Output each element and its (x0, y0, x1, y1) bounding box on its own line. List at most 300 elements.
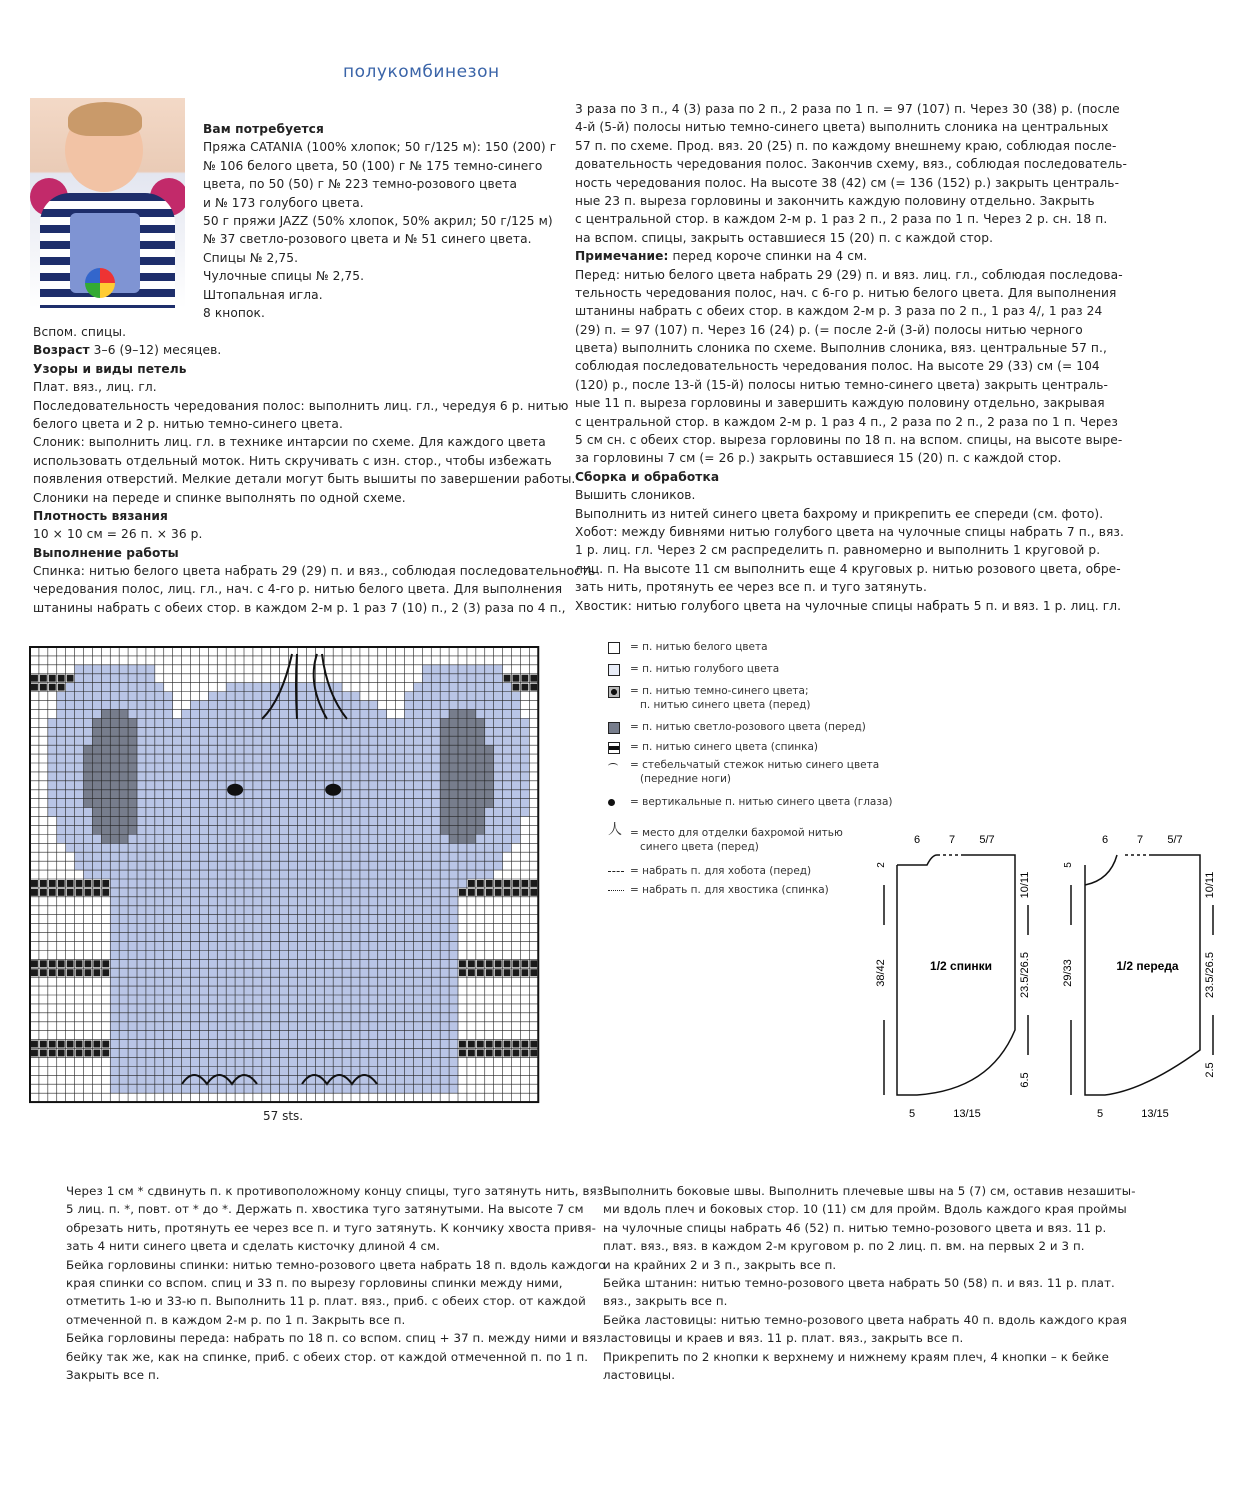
chart-cell (217, 1040, 226, 1049)
chart-cell (244, 763, 253, 772)
chart-cell (342, 861, 351, 870)
chart-cell (351, 1084, 360, 1093)
neckline (897, 855, 937, 865)
chart-cell (235, 1057, 244, 1066)
chart-cell (271, 745, 280, 754)
chart-cell (128, 941, 137, 950)
chart-cell (440, 674, 449, 683)
chart-cell (262, 736, 271, 745)
chart-cell (208, 817, 217, 826)
chart-cell (351, 1013, 360, 1022)
chart-cell (477, 1041, 484, 1048)
chart-cell (66, 817, 75, 826)
chart-cell (84, 808, 93, 817)
chart-cell (413, 817, 422, 826)
chart-cell (199, 941, 208, 950)
chart-cell (191, 745, 200, 754)
chart-cell (289, 772, 298, 781)
chart-cell (485, 745, 494, 754)
chart-cell (146, 933, 155, 942)
text-line: (120) р., после 13-й (15-й) полосы нитью темно-синего цвета) закрыть централь- (575, 377, 1109, 392)
chart-cell (422, 1049, 431, 1058)
chart-cell (164, 897, 173, 906)
chart-cell (49, 1041, 56, 1048)
chart-cell (208, 950, 217, 959)
chart-cell (494, 772, 503, 781)
chart-cell (360, 1022, 369, 1031)
elephant-eye (227, 784, 243, 796)
chart-cell (146, 968, 155, 977)
chart-cell (262, 950, 271, 959)
chart-cell (262, 799, 271, 808)
chart-cell (413, 941, 422, 950)
chart-cell (422, 1040, 431, 1049)
chart-cell (298, 941, 307, 950)
chart-cell (486, 1050, 493, 1057)
chart-cell (182, 950, 191, 959)
chart-cell (75, 843, 84, 852)
chart-cell (199, 781, 208, 790)
chart-cell (413, 763, 422, 772)
chart-cell (422, 968, 431, 977)
chart-cell (155, 709, 164, 718)
chart-cell (315, 870, 324, 879)
chart-cell (360, 1031, 369, 1040)
chart-cell (253, 870, 262, 879)
chart-cell (387, 861, 396, 870)
text-line: Спицы № 2,75. (203, 250, 299, 265)
chart-cell (503, 727, 512, 736)
chart-cell (387, 817, 396, 826)
chart-cell (504, 889, 511, 896)
chart-cell (173, 879, 182, 888)
chart-cell (306, 897, 315, 906)
chart-cell (92, 709, 101, 718)
chart-cell (431, 745, 440, 754)
chart-cell (173, 852, 182, 861)
chart-cell (101, 701, 110, 710)
chart-cell (164, 870, 173, 879)
chart-cell (226, 852, 235, 861)
chart-cell (49, 1050, 56, 1057)
chart-cell (155, 790, 164, 799)
chart-cell (298, 1057, 307, 1066)
chart-cell (253, 1057, 262, 1066)
chart-cell (57, 781, 66, 790)
baby-photo (30, 98, 185, 308)
chart-cell (208, 941, 217, 950)
chart-cell (306, 879, 315, 888)
chart-cell (315, 790, 324, 799)
chart-cell (324, 941, 333, 950)
chart-cell (226, 727, 235, 736)
chart-cell (146, 995, 155, 1004)
chart-cell (486, 960, 493, 967)
legend-dash-icon (608, 871, 624, 882)
chart-cell (476, 825, 485, 834)
chart-cell (413, 683, 422, 692)
chart-cell (396, 799, 405, 808)
chart-cell (306, 977, 315, 986)
chart-cell (271, 817, 280, 826)
chart-cell (378, 986, 387, 995)
chart-cell (262, 1075, 271, 1084)
chart-cell (289, 986, 298, 995)
chart-cell (244, 1013, 253, 1022)
chart-cell (396, 727, 405, 736)
chart-cell (396, 1075, 405, 1084)
chart-cell (494, 674, 503, 683)
chart-cell (342, 1040, 351, 1049)
chart-cell (146, 941, 155, 950)
chart-cell (306, 986, 315, 995)
chart-cell (182, 763, 191, 772)
chart-cell (110, 950, 119, 959)
chart-cell (235, 968, 244, 977)
dim-right-mid: 23.5/26.5 (1204, 952, 1216, 998)
chart-cell (155, 834, 164, 843)
chart-cell (191, 968, 200, 977)
chart-cell (396, 790, 405, 799)
chart-cell (369, 745, 378, 754)
chart-cell (182, 941, 191, 950)
chart-cell (110, 861, 119, 870)
chart-cell (164, 959, 173, 968)
chart-cell (449, 986, 458, 995)
chart-cell (378, 790, 387, 799)
chart-cell (226, 692, 235, 701)
chart-cell (226, 1022, 235, 1031)
chart-cell (289, 790, 298, 799)
chart-cell (405, 879, 414, 888)
chart-cell (235, 763, 244, 772)
chart-cell (164, 968, 173, 977)
chart-cell (449, 727, 458, 736)
chart-cell (289, 915, 298, 924)
chart-cell (369, 825, 378, 834)
chart-cell (84, 736, 93, 745)
chart-cell (315, 772, 324, 781)
chart-cell (476, 843, 485, 852)
chart-cell (298, 1066, 307, 1075)
chart-cell (84, 674, 93, 683)
chart-cell (137, 665, 146, 674)
chart-cell (298, 1013, 307, 1022)
chart-cell (119, 718, 128, 727)
chart-cell (369, 879, 378, 888)
chart-cell (253, 709, 262, 718)
chart-cell (431, 763, 440, 772)
chart-cell (440, 709, 449, 718)
chart-cell (378, 808, 387, 817)
chart-cell (48, 799, 57, 808)
chart-cell (146, 915, 155, 924)
chart-cell (495, 960, 502, 967)
chart-cell (217, 933, 226, 942)
chart-cell (440, 950, 449, 959)
chart-cell (182, 924, 191, 933)
chart-cell (369, 870, 378, 879)
chart-cell (217, 1031, 226, 1040)
chart-cell (66, 727, 75, 736)
chart-cell (422, 683, 431, 692)
chart-cell (217, 745, 226, 754)
chart-cell (84, 861, 93, 870)
dim-top-3: 5/7 (1167, 834, 1183, 846)
chart-cell (413, 781, 422, 790)
chart-cell (58, 960, 65, 967)
chart-cell (244, 879, 253, 888)
chart-cell (110, 763, 119, 772)
chart-cell (351, 933, 360, 942)
chart-cell (280, 1040, 289, 1049)
legend-dots-icon (608, 890, 624, 901)
chart-cell (520, 718, 529, 727)
chart-cell (84, 701, 93, 710)
chart-cell (333, 986, 342, 995)
chart-cell (378, 754, 387, 763)
chart-cell (333, 959, 342, 968)
shoulder (1150, 855, 1200, 865)
instructions-col-4 (603, 1182, 1136, 1384)
materials-heading: Вам потребуется (203, 122, 324, 136)
chart-cell (262, 888, 271, 897)
chart-cell (324, 817, 333, 826)
chart-cell (449, 933, 458, 942)
chart-cell (324, 933, 333, 942)
chart-cell (182, 1004, 191, 1013)
chart-cell (164, 1040, 173, 1049)
chart-cell (164, 834, 173, 843)
chart-cell (396, 968, 405, 977)
chart-cell (110, 1013, 119, 1022)
chart-cell (440, 727, 449, 736)
chart-cell (289, 1004, 298, 1013)
chart-cell (217, 754, 226, 763)
chart-cell (315, 727, 324, 736)
chart-cell (342, 790, 351, 799)
chart-cell (280, 718, 289, 727)
chart-cell (422, 1075, 431, 1084)
chart-cell (369, 1013, 378, 1022)
chart-cell (31, 960, 38, 967)
chart-cell (191, 986, 200, 995)
chart-cell (244, 701, 253, 710)
chart-cell (208, 718, 217, 727)
chart-cell (360, 933, 369, 942)
chart-cell (405, 834, 414, 843)
chart-cell (173, 834, 182, 843)
chart-cell (378, 924, 387, 933)
chart-cell (324, 736, 333, 745)
chart-cell (146, 1031, 155, 1040)
chart-cell (244, 1049, 253, 1058)
chart-cell (413, 915, 422, 924)
chart-cell (119, 1031, 128, 1040)
chart-cell (262, 986, 271, 995)
chart-cell (405, 799, 414, 808)
chart-cell (92, 825, 101, 834)
chart-cell (217, 968, 226, 977)
chart-cell (298, 897, 307, 906)
chart-cell (413, 1004, 422, 1013)
chart-cell (173, 941, 182, 950)
chart-cell (504, 675, 511, 682)
chart-cell (494, 808, 503, 817)
chart-cell (164, 799, 173, 808)
chart-cell (271, 1013, 280, 1022)
chart-cell (306, 727, 315, 736)
chart-cell (494, 861, 503, 870)
chart-cell (289, 1031, 298, 1040)
chart-cell (440, 763, 449, 772)
chart-cell (137, 852, 146, 861)
chart-cell (458, 763, 467, 772)
chart-cell (164, 933, 173, 942)
chart-cell (271, 790, 280, 799)
chart-cell (199, 1031, 208, 1040)
chart-cell (146, 825, 155, 834)
chart-cell (485, 781, 494, 790)
chart-cell (155, 781, 164, 790)
chart-cell (289, 727, 298, 736)
chart-cell (137, 754, 146, 763)
chart-cell (387, 1031, 396, 1040)
chart-cell (298, 906, 307, 915)
chart-cell (324, 1049, 333, 1058)
chart-cell (396, 906, 405, 915)
chart-cell (182, 933, 191, 942)
chart-cell (458, 799, 467, 808)
chart-cell (342, 817, 351, 826)
chart-cell (271, 986, 280, 995)
chart-cell (440, 1057, 449, 1066)
chart-cell (405, 843, 414, 852)
chart-cell (128, 1013, 137, 1022)
chart-cell (262, 727, 271, 736)
chart-cell (271, 1022, 280, 1031)
chart-cell (387, 790, 396, 799)
chart-cell (458, 843, 467, 852)
chart-cell (476, 701, 485, 710)
chart-cell (449, 1013, 458, 1022)
chart-cell (369, 1004, 378, 1013)
chart-cell (119, 924, 128, 933)
chart-cell (182, 870, 191, 879)
chart-cell (208, 692, 217, 701)
chart-cell (137, 843, 146, 852)
chart-cell (387, 879, 396, 888)
chart-cell (155, 1013, 164, 1022)
chart-cell (164, 1004, 173, 1013)
chart-cell (101, 736, 110, 745)
chart-cell (164, 915, 173, 924)
text-line: Плотность вязания (33, 508, 168, 523)
chart-cell (458, 718, 467, 727)
chart-cell (422, 709, 431, 718)
chart-cell (49, 960, 56, 967)
chart-cell (413, 799, 422, 808)
chart-cell (306, 736, 315, 745)
chart-cell (512, 763, 521, 772)
chart-cell (306, 915, 315, 924)
chart-cell (324, 799, 333, 808)
chart-cell (467, 665, 476, 674)
chart-cell (387, 772, 396, 781)
chart-cell (324, 906, 333, 915)
chart-cell (485, 808, 494, 817)
neckline (1085, 855, 1117, 885)
chart-cell (119, 1013, 128, 1022)
legend-text: = п. нитью светло-розового цвета (перед) (630, 721, 866, 733)
chart-cell (262, 701, 271, 710)
text-line: Бейка ластовицы: нитью темно-розового цвета набрать 40 п. вдоль каждого края (603, 1312, 1127, 1327)
chart-cell (503, 799, 512, 808)
chart-cell (110, 683, 119, 692)
chart-cell (84, 718, 93, 727)
chart-cell (191, 888, 200, 897)
chart-cell (360, 870, 369, 879)
chart-cell (40, 960, 47, 967)
chart-cell (369, 799, 378, 808)
chart-cell (289, 950, 298, 959)
chart-cell (137, 906, 146, 915)
chart-cell (449, 1004, 458, 1013)
chart-cell (67, 1041, 74, 1048)
chart-cell (110, 1075, 119, 1084)
chart-cell (76, 889, 83, 896)
chart-cell (66, 763, 75, 772)
chart-cell (76, 880, 83, 887)
chart-cell (449, 843, 458, 852)
text-line: Чулочные спицы № 2,75. (203, 269, 365, 284)
chart-cell (413, 692, 422, 701)
chart-cell (119, 736, 128, 745)
chart-cell (31, 1041, 38, 1048)
chart-cell (333, 727, 342, 736)
chart-cell (85, 889, 92, 896)
chart-cell (431, 825, 440, 834)
chart-cell (504, 880, 511, 887)
chart-cell (164, 790, 173, 799)
chart-cell (351, 718, 360, 727)
chart-cell (253, 692, 262, 701)
chart-cell (396, 754, 405, 763)
text-line: Последовательность чередования полос: выполнить лиц. гл., чередуя 6 р. нитью (33, 398, 569, 413)
chart-cell (271, 709, 280, 718)
chart-cell (217, 799, 226, 808)
chart-cell (351, 754, 360, 763)
chart-cell (449, 1066, 458, 1075)
chart-cell (422, 692, 431, 701)
chart-cell (298, 718, 307, 727)
chart-cell (253, 995, 262, 1004)
chart-cell (458, 692, 467, 701)
chart-cell (128, 763, 137, 772)
chart-cell (271, 879, 280, 888)
chart-cell (226, 817, 235, 826)
chart-cell (49, 675, 56, 682)
chart-cell (431, 709, 440, 718)
chart-cell (208, 1013, 217, 1022)
chart-cell (137, 1075, 146, 1084)
chart-cell (315, 1049, 324, 1058)
chart-cell (485, 727, 494, 736)
chart-cell (75, 745, 84, 754)
chart-cell (396, 1004, 405, 1013)
chart-cell (235, 834, 244, 843)
chart-cell (396, 843, 405, 852)
